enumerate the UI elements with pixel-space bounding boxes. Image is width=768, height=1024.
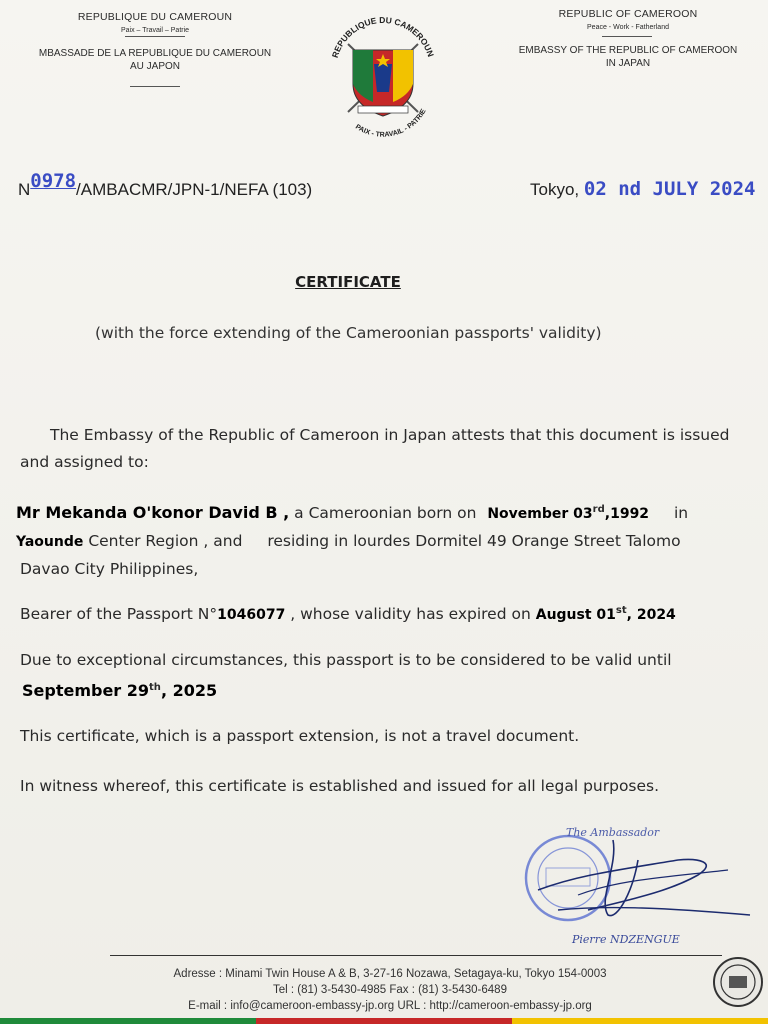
passport-validity-text: , whose validity has expired on [290,605,531,624]
holder-birth-sup: rd [592,504,605,515]
extension-valid-date: September 29 [22,681,150,701]
header-right-rule [602,36,652,37]
flag-stripe-red [256,1018,512,1024]
extension-valid-year: , 2025 [160,681,218,701]
header-right [498,8,758,70]
passport-expiry-date: August 01 [535,607,616,624]
header-right-country: REPUBLIC OF CAMEROON [558,8,698,20]
coat-of-arms-emblem [318,2,448,142]
header-left-embassy: MBASSADE DE LA REPUBLIQUE DU CAMEROUN [38,48,272,59]
embassy-seal-icon [712,956,764,1008]
holder-residence: residing in lourdes Dormitel 49 Orange Street Talomo [267,532,681,551]
passport-expiry-sup: st [615,605,627,616]
svg-text:REPUBLIQUE DU CAMEROUN: REPUBLIQUE DU CAMEROUN [329,14,436,59]
signatory-name: Pierre NDZENGUE [572,933,680,946]
holder-name: Mr Mekanda O'konor David B , [16,503,290,523]
extension-text: Due to exceptional circumstances, this passport is to be considered to be valid until [20,651,672,669]
official-stamp-and-signature [518,820,758,950]
header-right-location: IN JAPAN [605,58,651,69]
header-left-rule [125,36,185,37]
document-subtitle: (with the force extending of the Cameroonian passports' validity) [95,324,602,342]
holder-birth-year: ,1992 [604,506,650,523]
holder-paragraph [16,496,756,583]
extension-paragraph [20,647,760,705]
reference-number [18,170,313,200]
issue-date [530,178,755,200]
footer-phone: Tel : (81) 3-5430-4985 Fax : (81) 3-5430-6489 [273,984,507,996]
witness-statement: In witness whereof, this certificate is established and issued for all legal purposes. [20,777,660,795]
holder-in-text: in [674,504,689,523]
header-left-country: REPUBLIQUE DU CAMEROUN [77,11,233,23]
reference-handwritten-number: 0978 [30,170,77,192]
footer-email-url: E-mail : info@cameroon-embassy-jp.org URL : http://cameroon-embassy-jp.org [188,1000,592,1012]
intro-paragraph [20,422,760,476]
holder-region: Center Region , and [88,532,243,551]
holder-born-text: a Cameroonian born on [294,504,477,523]
flag-color-strip [0,1018,768,1024]
not-travel-statement: This certificate, which is a passport extension, is not a travel document. [20,727,580,745]
issue-date-stamp: 02 nd JULY 2024 [583,178,756,200]
intro-text: The Embassy of the Republic of Cameroon in Japan attests that this document is issued and assigned to: [20,426,730,471]
reference-suffix: /AMBACMR/JPN-1/NEFA (103) [76,180,313,199]
issue-place: Tokyo, [530,180,580,199]
footer-address: Adresse : Minami Twin House A & B, 3-27-16 Nozawa, Setagaya-ku, Tokyo 154-0003 [173,968,607,980]
signature-title: The Ambassador [566,826,660,839]
header-left-motto: Paix – Travail – Patrie [120,27,190,34]
passport-paragraph [20,597,760,629]
reference-prefix: N [18,180,31,199]
header-left-location: AU JAPON [129,61,180,72]
flag-stripe-yellow [512,1018,768,1024]
document-title: CERTIFICATE [295,273,401,291]
extension-valid-sup: th [149,682,161,693]
header-right-motto: Peace - Work - Fatherland [587,24,669,31]
holder-city: Yaounde [16,534,84,551]
footer-divider [110,955,722,956]
footer-contact [110,966,670,1014]
passport-bearer-text: Bearer of the Passport N° [20,605,218,624]
passport-expiry-year: , 2024 [626,607,676,624]
header-left-rule-2 [130,86,180,87]
header-left [30,11,280,73]
flag-stripe-green [0,1018,256,1024]
holder-residence-city: Davao City Philippines, [20,560,199,579]
header-right-embassy: EMBASSY OF THE REPUBLIC OF CAMEROON [518,45,738,56]
svg-text:PAIX - TRAVAIL - PATRIE: PAIX - TRAVAIL - PATRIE [353,108,428,139]
holder-birth-date: November 03 [487,506,593,523]
passport-number: 1046077 [217,607,286,624]
